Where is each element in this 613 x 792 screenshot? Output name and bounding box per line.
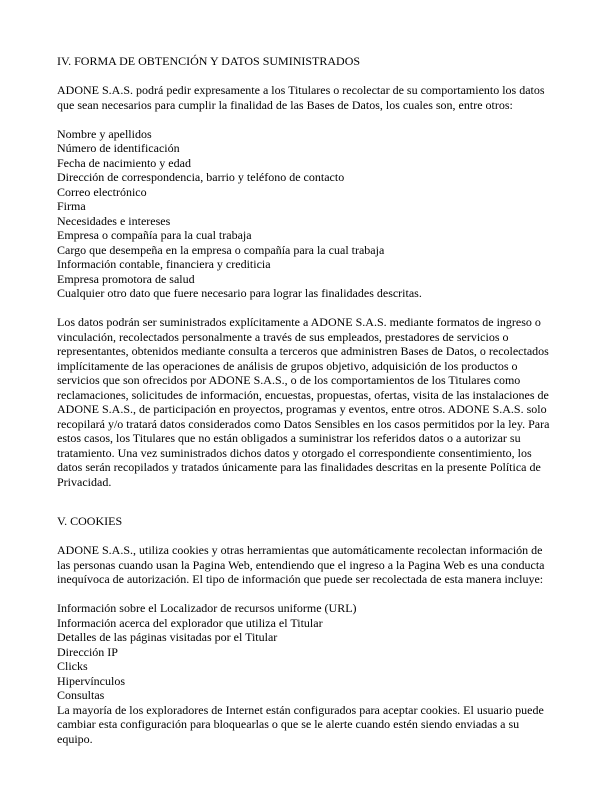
section-v-intro: ADONE S.A.S., utiliza cookies y otras herramientas que automáticamente recolectan información de las personas cuando usan la Pagina Web, entendiendo que el ingreso a la Pagina Web es una conducta inequívoca de autorización. El tipo de información que puede ser recolectada de esta manera incluye:: [57, 543, 545, 586]
list-item: Fecha de nacimiento y edad: [57, 155, 191, 170]
list-item: Clicks: [57, 659, 88, 673]
section-iv-body: Los datos podrán ser suministrados explícitamente a ADONE S.A.S. mediante formatos de ingreso o vinculación, recolectados personalmente a través de sus empleados, prestadores de servicios o representantes, obtenidos mediante consulta a terceros que administren Bases de Datos, o recolectados implícitamente de las operaciones de análisis de grupos objetivo, adquisición de los productos o servicios que son ofrecidos por ADONE S.A.S., o de los comportamientos de los Titulares como reclamaciones, solicitudes de información, encuestas, propuestas, ofertas, visita de las instalaciones de ADONE S.A.S., de participación en proyectos, programas y eventos, entre otros. ADONE S.A.S. solo recopilará y/o tratará datos considerados como Datos Sensibles en los casos permitidos por la ley. Para estos casos, los Titulares que no están obligados a suministrar los referidos datos o a autorizar su tratamiento. Una vez suministrados dichos datos y otorgado el correspondiente consentimiento, los datos serán recopilados y tratados únicamente para las finalidades descritas en la presente Política de Privacidad.: [57, 315, 550, 489]
section-v: [57, 514, 557, 746]
section-iv: [57, 54, 557, 489]
list-item: Cargo que desempeña en la empresa o compañía para la cual trabaja: [57, 242, 385, 257]
list-item: Detalles de las páginas visitadas por el Titular: [57, 630, 278, 644]
list-item: Necesidades e intereses: [57, 213, 171, 228]
list-item: Cualquier otro dato que fuere necesario para lograr las finalidades descritas.: [57, 286, 422, 300]
section-iv-heading: IV. FORMA DE OBTENCIÓN Y DATOS SUMINISTRADOS: [57, 54, 361, 68]
list-item: Correo electrónico: [57, 184, 147, 199]
list-item: Dirección IP: [57, 644, 118, 659]
collected-data-list: [57, 127, 557, 301]
section-v-heading: V. COOKIES: [57, 514, 123, 528]
list-item: Información contable, financiera y crediticia: [57, 257, 271, 271]
list-item: Firma: [57, 199, 86, 213]
list-item: Dirección de correspondencia, barrio y teléfono de contacto: [57, 170, 345, 184]
list-item: Hipervínculos: [57, 673, 125, 688]
list-item: Información sobre el Localizador de recursos uniforme (URL): [57, 601, 357, 615]
section-v-body: La mayoría de los exploradores de Internet están configurados para aceptar cookies. El usuario puede cambiar esta configuración para bloquearlas o que se le alerte cuando estén siendo enviadas a su equipo.: [57, 702, 544, 746]
list-item: Número de identificación: [57, 141, 180, 155]
cookies-info-list: [57, 601, 557, 703]
section-iv-intro: ADONE S.A.S. podrá pedir expresamente a los Titulares o recolectar de su comportamiento los datos que sean necesarios para cumplir la finalidad de las Bases de Datos, los cuales son, entre otros:: [57, 83, 545, 112]
list-item: Consultas: [57, 688, 105, 702]
list-item: Empresa o compañía para la cual trabaja: [57, 228, 252, 242]
list-item: Empresa promotora de salud: [57, 271, 195, 286]
list-item: Información acerca del explorador que utiliza el Titular: [57, 615, 323, 630]
list-item: Nombre y apellidos: [57, 126, 152, 141]
